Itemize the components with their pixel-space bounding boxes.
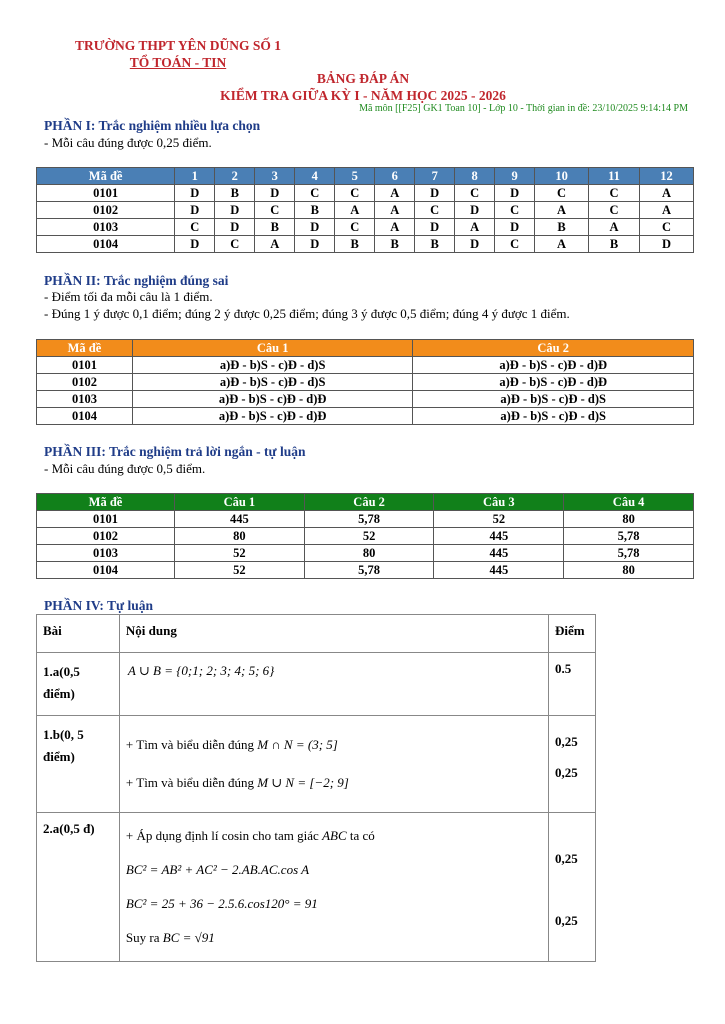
exam-code-cell: 0103	[37, 219, 175, 236]
answer-cell: C	[495, 202, 535, 219]
answer-cell: C	[215, 236, 255, 253]
school-name: TRƯỜNG THPT YÊN DŨNG SỐ 1	[75, 38, 281, 53]
table-row	[37, 219, 694, 236]
answer-cell: B	[335, 236, 375, 253]
answer-cell: A	[455, 219, 495, 236]
school-header	[44, 37, 312, 71]
content-1a	[119, 653, 548, 716]
answer-cell: a)Đ - b)S - c)Đ - d)S	[132, 374, 413, 391]
part3-note: - Mỗi câu đúng được 0,5 điểm.	[44, 461, 206, 476]
header-cell: Câu 2	[304, 494, 434, 511]
header-cell: Câu 2	[413, 340, 694, 357]
header-cell: 6	[375, 168, 415, 185]
answer-cell: a)Đ - b)S - c)Đ - d)Đ	[413, 357, 694, 374]
part1-note: - Mỗi câu đúng được 0,25 điểm.	[44, 135, 212, 150]
answer-cell: A	[375, 219, 415, 236]
union-formula: M ∪ N = [−2; 9]	[257, 775, 349, 790]
answer-cell: D	[215, 202, 255, 219]
answer-cell: B	[588, 236, 639, 253]
exam-code-cell: 0101	[37, 511, 175, 528]
answer-cell: 80	[564, 562, 694, 579]
table-body	[37, 357, 694, 425]
answer-cell: D	[495, 185, 535, 202]
answer-cell: A	[535, 236, 589, 253]
table-row	[37, 357, 694, 374]
header-cell: Câu 3	[434, 494, 564, 511]
table-row	[37, 202, 694, 219]
line-text: + Tìm và biểu diễn đúng	[125, 775, 254, 790]
score-2a-2: 0,25	[555, 913, 578, 928]
header-cell: 12	[640, 168, 694, 185]
exam-code-cell: 0101	[37, 185, 175, 202]
part2-note-2: - Đúng 1 ý được 0,1 điểm; đúng 2 ý được 0,25 điểm; đúng 3 ý được 0,5 điểm; đúng 4 ý được 1 điểm.	[44, 306, 570, 321]
table-body	[37, 511, 694, 579]
content-2a	[119, 813, 548, 962]
answer-cell: C	[495, 236, 535, 253]
title-line-2: KIỂM TRA GIỮA KỲ I - NĂM HỌC 2025 - 2026	[220, 88, 506, 103]
part4-essay-table	[36, 614, 596, 962]
table-row	[37, 236, 694, 253]
part2-heading: PHẦN II: Trắc nghiệm đúng sai	[44, 273, 229, 288]
exam-code-cell: 0104	[37, 408, 133, 425]
header-cell: 7	[415, 168, 455, 185]
answer-cell: 80	[304, 545, 434, 562]
title-line-1: BẢNG ĐÁP ÁN	[316, 71, 410, 86]
header-cell: Câu 1	[132, 340, 413, 357]
answer-cell: B	[375, 236, 415, 253]
line-text: + Tìm và biểu diễn đúng	[125, 737, 254, 752]
answer-cell: B	[535, 219, 589, 236]
answer-cell: 5,78	[564, 528, 694, 545]
exam-code-cell: 0103	[37, 545, 175, 562]
exam-meta: Mã môn [[F25] GK1 Toan 10] - Lớp 10 - Thời gian in đề: 23/10/2025 9:14:14 PM	[359, 103, 688, 114]
answer-cell: a)Đ - b)S - c)Đ - d)S	[413, 391, 694, 408]
answer-cell: D	[415, 185, 455, 202]
essay-row-1b	[37, 716, 596, 813]
part1-answer-table	[36, 167, 694, 253]
answer-cell: D	[455, 202, 495, 219]
essay-header-row	[37, 615, 596, 653]
exam-code-cell: 0101	[37, 357, 133, 374]
bc-result: BC = √91	[162, 930, 215, 945]
answer-cell: A	[335, 202, 375, 219]
answer-cell: C	[588, 202, 639, 219]
answer-cell: A	[640, 202, 694, 219]
table-header-row	[37, 168, 694, 185]
part4-heading: PHẦN IV: Tự luận	[44, 598, 154, 613]
table-row	[37, 511, 694, 528]
part3-answer-table	[36, 493, 694, 579]
score-2a	[549, 813, 596, 962]
table-header-row	[37, 494, 694, 511]
answer-cell: D	[215, 219, 255, 236]
header-cell: 8	[455, 168, 495, 185]
department-name: TỔ TOÁN - TIN	[129, 55, 227, 70]
answer-cell: D	[175, 185, 215, 202]
answer-cell: A	[588, 219, 639, 236]
answer-cell: C	[588, 185, 639, 202]
bai-1b: 1.b(0, 5 điểm)	[37, 716, 120, 813]
answer-cell: 445	[175, 511, 305, 528]
intersection-formula: M ∩ N = (3; 5]	[257, 737, 338, 752]
answer-cell: 5,78	[304, 511, 434, 528]
answer-cell: a)Đ - b)S - c)Đ - d)S	[132, 357, 413, 374]
answer-cell: B	[415, 236, 455, 253]
part2-note-1: - Điểm tối đa mỗi câu là 1 điểm.	[44, 289, 213, 304]
answer-cell: 445	[434, 562, 564, 579]
content-1b-line-2	[126, 764, 542, 802]
col-score: Điểm	[549, 615, 596, 653]
answer-cell: A	[640, 185, 694, 202]
answer-cell: a)Đ - b)S - c)Đ - d)Đ	[132, 408, 413, 425]
answer-cell: D	[295, 236, 335, 253]
set-union-formula: A ∪ B = {0;1; 2; 3; 4; 5; 6}	[127, 663, 275, 678]
answer-cell: D	[415, 219, 455, 236]
answer-cell: 52	[175, 562, 305, 579]
score-1b-2: 0,25	[555, 765, 578, 780]
answer-cell: C	[175, 219, 215, 236]
answer-cell: 52	[304, 528, 434, 545]
content-2a-line-1	[126, 819, 542, 853]
answer-cell: D	[175, 236, 215, 253]
answer-cell: 5,78	[564, 545, 694, 562]
cosine-law-substitution: BC² = 25 + 36 − 2.5.6.cos120° = 91	[125, 896, 318, 911]
header-cell: Mã đề	[37, 168, 175, 185]
answer-cell: D	[495, 219, 535, 236]
table-row	[37, 185, 694, 202]
score-1b-1: 0,25	[555, 734, 578, 749]
bai-1a: 1.a(0,5 điểm)	[37, 653, 120, 716]
answer-cell: 5,78	[304, 562, 434, 579]
table-body	[37, 185, 694, 253]
header-cell: 4	[295, 168, 335, 185]
answer-cell: D	[640, 236, 694, 253]
header-cell: 11	[588, 168, 639, 185]
header-cell: Mã đề	[37, 340, 133, 357]
table-row	[37, 528, 694, 545]
part1-heading: PHẦN I: Trắc nghiệm nhiều lựa chọn	[44, 118, 261, 133]
answer-cell: C	[335, 185, 375, 202]
answer-cell: D	[455, 236, 495, 253]
answer-cell: C	[415, 202, 455, 219]
line-text: + Áp dụng định lí cosin cho tam giác	[125, 828, 319, 843]
document-title	[180, 70, 546, 104]
header-cell: 1	[175, 168, 215, 185]
line-tail: ta có	[349, 828, 375, 843]
part2-answer-table	[36, 339, 694, 425]
answer-cell: a)Đ - b)S - c)Đ - d)Đ	[413, 374, 694, 391]
exam-code-cell: 0104	[37, 562, 175, 579]
answer-cell: B	[295, 202, 335, 219]
answer-cell: 52	[434, 511, 564, 528]
answer-cell: 80	[564, 511, 694, 528]
col-content: Nội dung	[119, 615, 548, 653]
exam-code-cell: 0102	[37, 374, 133, 391]
table-row	[37, 374, 694, 391]
bai-2a: 2.a(0,5 đ)	[37, 813, 120, 962]
header-cell: 5	[335, 168, 375, 185]
table-row	[37, 408, 694, 425]
answer-cell: C	[535, 185, 589, 202]
answer-cell: A	[375, 202, 415, 219]
header-cell: 10	[535, 168, 589, 185]
table-row	[37, 391, 694, 408]
answer-cell: B	[215, 185, 255, 202]
header-cell: 9	[495, 168, 535, 185]
answer-cell: a)Đ - b)S - c)Đ - d)S	[413, 408, 694, 425]
answer-cell: D	[175, 202, 215, 219]
answer-cell: C	[455, 185, 495, 202]
answer-cell: 52	[175, 545, 305, 562]
cosine-law-formula: BC² = AB² + AC² − 2.AB.AC.cos A	[125, 862, 310, 877]
exam-code-cell: 0103	[37, 391, 133, 408]
header-cell: Câu 1	[175, 494, 305, 511]
exam-code-cell: 0102	[37, 202, 175, 219]
col-bai: Bài	[37, 615, 120, 653]
answer-cell: A	[255, 236, 295, 253]
score-1a: 0.5	[549, 653, 596, 716]
score-2a-1: 0,25	[555, 851, 578, 866]
answer-cell: D	[295, 219, 335, 236]
answer-cell: C	[255, 202, 295, 219]
exam-code-cell: 0102	[37, 528, 175, 545]
header-cell: 3	[255, 168, 295, 185]
answer-cell: B	[255, 219, 295, 236]
answer-cell: C	[295, 185, 335, 202]
content-2a-line-4	[126, 921, 542, 955]
table-row	[37, 562, 694, 579]
line-text: Suy ra	[125, 930, 160, 945]
answer-cell: C	[640, 219, 694, 236]
header-cell: Mã đề	[37, 494, 175, 511]
header-cell: Câu 4	[564, 494, 694, 511]
answer-cell: 80	[175, 528, 305, 545]
header-cell: 2	[215, 168, 255, 185]
exam-code-cell: 0104	[37, 236, 175, 253]
table-header-row	[37, 340, 694, 357]
essay-row-1a	[37, 653, 596, 716]
answer-cell: a)Đ - b)S - c)Đ - d)Đ	[132, 391, 413, 408]
part3-heading: PHẦN III: Trắc nghiệm trả lời ngắn - tự luận	[44, 444, 306, 459]
content-1b	[119, 716, 548, 813]
score-1b	[549, 716, 596, 813]
answer-cell: 445	[434, 545, 564, 562]
answer-cell: C	[335, 219, 375, 236]
answer-cell: D	[255, 185, 295, 202]
content-1b-line-1	[126, 726, 542, 764]
answer-cell: A	[535, 202, 589, 219]
essay-row-2a	[37, 813, 596, 962]
table-row	[37, 545, 694, 562]
answer-cell: 445	[434, 528, 564, 545]
answer-cell: A	[375, 185, 415, 202]
triangle-name: ABC	[322, 828, 347, 843]
